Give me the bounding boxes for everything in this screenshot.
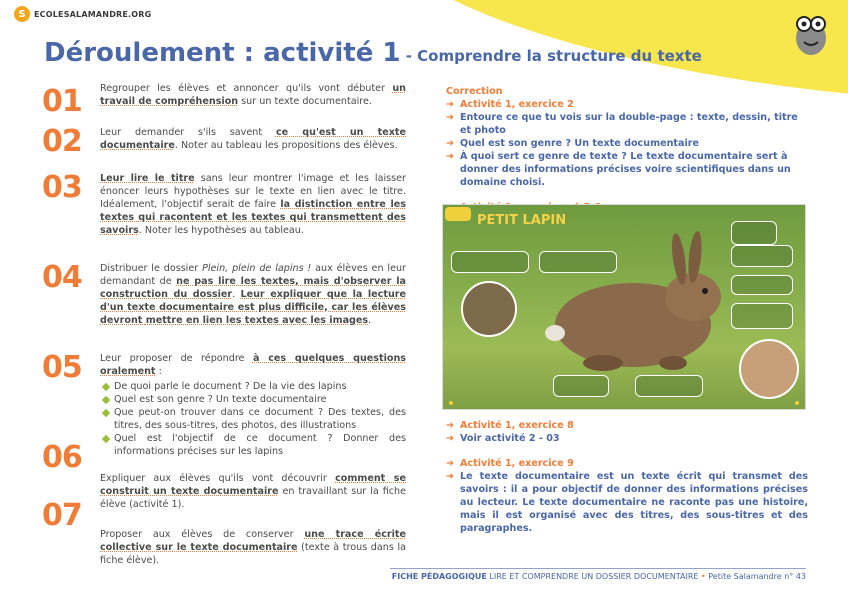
emphasis: ne pas lire les textes, mais d'observer la construction du dossier xyxy=(100,276,406,301)
exercise-heading xyxy=(446,458,808,471)
salamander-logo-icon: S xyxy=(14,6,30,22)
footer-divider xyxy=(390,568,806,569)
footer-label: FICHE PÉDAGOGIQUE xyxy=(391,572,487,581)
text-run: Proposer aux élèves de conserver xyxy=(100,529,305,540)
step-number: 05 xyxy=(42,350,82,385)
text-run: sans leur montrer l'image et les laisser énoncer leurs hypothèses sur le texte en lien avec le titre. Idéalement, l'objectif serait de faire xyxy=(100,173,406,211)
step-number: 04 xyxy=(42,260,82,295)
answer-text: À quoi sert ce genre de texte ? Le texte documentaire sert à donner des informations précises voire scientifiques dans un domaine choisi. xyxy=(460,150,791,188)
text-bubble xyxy=(731,303,793,329)
text-run: Regrouper les élèves et annoncer qu'ils vont débuter xyxy=(100,83,393,94)
text-bubble xyxy=(553,375,609,397)
text-run: . xyxy=(368,315,372,327)
arrow-icon: ➜ xyxy=(446,111,455,123)
exercise-heading xyxy=(446,420,808,433)
text-run: en travaillant sur la fiche élève (activité 1). xyxy=(100,486,406,511)
emphasis: Leur expliquer que la lecture d'un texte documentaire est plus difficile, car les élèves devront xyxy=(100,289,407,327)
answer-line xyxy=(446,138,808,151)
step-number: 01 xyxy=(42,84,82,119)
emphasis: mettre en lien les textes avec les images xyxy=(145,315,369,327)
step-text xyxy=(100,126,406,152)
step-text xyxy=(100,262,406,327)
document-title: Plein, plein de lapins ! xyxy=(202,263,312,274)
text-bubble xyxy=(731,221,777,245)
text-bubble xyxy=(539,251,617,273)
list-item: Quel est l'objectif de ce document ? Donner des informations précises sur les lapins xyxy=(100,432,406,458)
page-dot-icon xyxy=(449,401,453,405)
answer-text: Voir activité 2 - 03 xyxy=(460,432,560,444)
answer-line xyxy=(446,112,808,138)
text-bubble xyxy=(731,275,793,295)
rabbit-photo-spread xyxy=(442,204,806,410)
arrow-icon: ➜ xyxy=(446,137,455,149)
text-run: . Noter au tableau les propositions des élèves. xyxy=(174,140,398,152)
exercise-title: Activité 1, exercice 2 xyxy=(460,98,574,110)
footer-bullet: • xyxy=(700,572,706,581)
answer-text: Entoure ce que tu vois sur la double-page : texte, dessin, titre et photo xyxy=(460,111,798,136)
text-run: Distribuer le dossier xyxy=(100,263,203,274)
step-number: 03 xyxy=(42,170,82,205)
text-run: . Noter les hypothèses au tableau. xyxy=(138,225,304,237)
emphasis: Leur lire le titre xyxy=(100,173,195,184)
title-main: Déroulement : activité 1 xyxy=(44,38,401,68)
answer-line xyxy=(446,151,808,190)
exercise-title: Activité 1, exercice 8 xyxy=(460,420,574,431)
list-item: Quel est son genre ? Un texte documentaire xyxy=(100,393,406,406)
emphasis: comment se construit un texte documentaire xyxy=(100,473,406,498)
step-number: 06 xyxy=(42,440,82,475)
answer-text: Le texte documentaire est un texte écrit qui transmet des savoirs : il a pour objectif de donner des informations précises au lecteur. Le texte documentaire ne raconte pas une histoire, mais il est organisé avec des titres, des sous-titres et des paragraphes. xyxy=(460,470,808,534)
text-bubble xyxy=(635,375,703,397)
correction-column-bottom xyxy=(446,420,808,536)
question-list xyxy=(100,380,406,458)
spread-title: PETIT LAPIN xyxy=(477,213,567,228)
exercise-title: Activité 1, exercice 9 xyxy=(460,457,574,469)
step-number: 07 xyxy=(42,498,82,533)
step-text xyxy=(100,472,406,511)
arrow-icon: ➜ xyxy=(446,150,455,162)
answer-line xyxy=(446,433,808,446)
text-run: (texte à trous dans la fiche élève). xyxy=(100,542,406,567)
emphasis: une trace écrite collective sur le texte documentaire xyxy=(100,529,406,554)
arrow-icon: ➜ xyxy=(446,457,455,469)
rabbit-circle-photo xyxy=(739,339,799,399)
arrow-icon: ➜ xyxy=(446,98,455,110)
emphasis: un travail de compréhension xyxy=(100,83,406,108)
text-run: . xyxy=(232,289,241,301)
text-bubble xyxy=(731,245,793,267)
arrow-icon: ➜ xyxy=(446,420,455,431)
brand-url[interactable]: ECOLESALAMANDRE.ORG xyxy=(34,9,152,19)
text-run: Leur demander s'ils savent xyxy=(100,127,276,138)
arrow-icon: ➜ xyxy=(446,432,455,444)
emphasis: la distinction entre les textes qui racontent et les textes qui transmettent des savoirs xyxy=(100,199,406,237)
exercise-heading xyxy=(446,99,808,112)
emphasis: à ces quelques questions oralement xyxy=(100,353,406,378)
list-item: Que peut-on trouver dans ce document ? Des textes, des titres, des sous-titres, des photos, des illustrations xyxy=(100,406,406,432)
text-run: sur un texte documentaire. xyxy=(238,96,372,108)
footer-title: LIRE ET COMPRENDRE UN DOSSIER DOCUMENTAIRE xyxy=(489,572,699,581)
text-run: : xyxy=(155,366,162,378)
arrow-icon: ➜ xyxy=(446,470,455,482)
correction-column xyxy=(446,86,808,214)
text-run: Expliquer aux élèves qu'ils vont découvrir xyxy=(100,473,336,484)
step-text xyxy=(100,172,406,237)
answer-text: Quel est son genre ? Un texte documentaire xyxy=(460,137,699,149)
text-bubble xyxy=(451,251,529,273)
page-footer xyxy=(0,572,806,581)
answer-line xyxy=(446,471,808,536)
step-number: 02 xyxy=(42,124,82,159)
page-title xyxy=(44,38,702,68)
owl-mascot-icon xyxy=(782,2,840,60)
page-dot-icon xyxy=(795,401,799,405)
brand-header[interactable] xyxy=(14,6,151,22)
text-run: aux élèves en leur demandant de xyxy=(100,263,406,288)
text-run: Leur proposer de répondre xyxy=(100,353,253,364)
title-sub: - Comprendre la structure du texte xyxy=(400,47,702,65)
footer-magazine: Petite Salamandre n° 43 xyxy=(708,572,806,581)
step-text xyxy=(100,82,406,108)
correction-label: Correction xyxy=(446,86,503,97)
step-text xyxy=(100,352,406,458)
emphasis: ce qu'est un texte documentaire xyxy=(100,127,406,152)
list-item: De quoi parle le document ? De la vie des lapins xyxy=(100,380,406,393)
rabbit-circle-photo xyxy=(461,281,517,337)
step-text xyxy=(100,528,406,567)
